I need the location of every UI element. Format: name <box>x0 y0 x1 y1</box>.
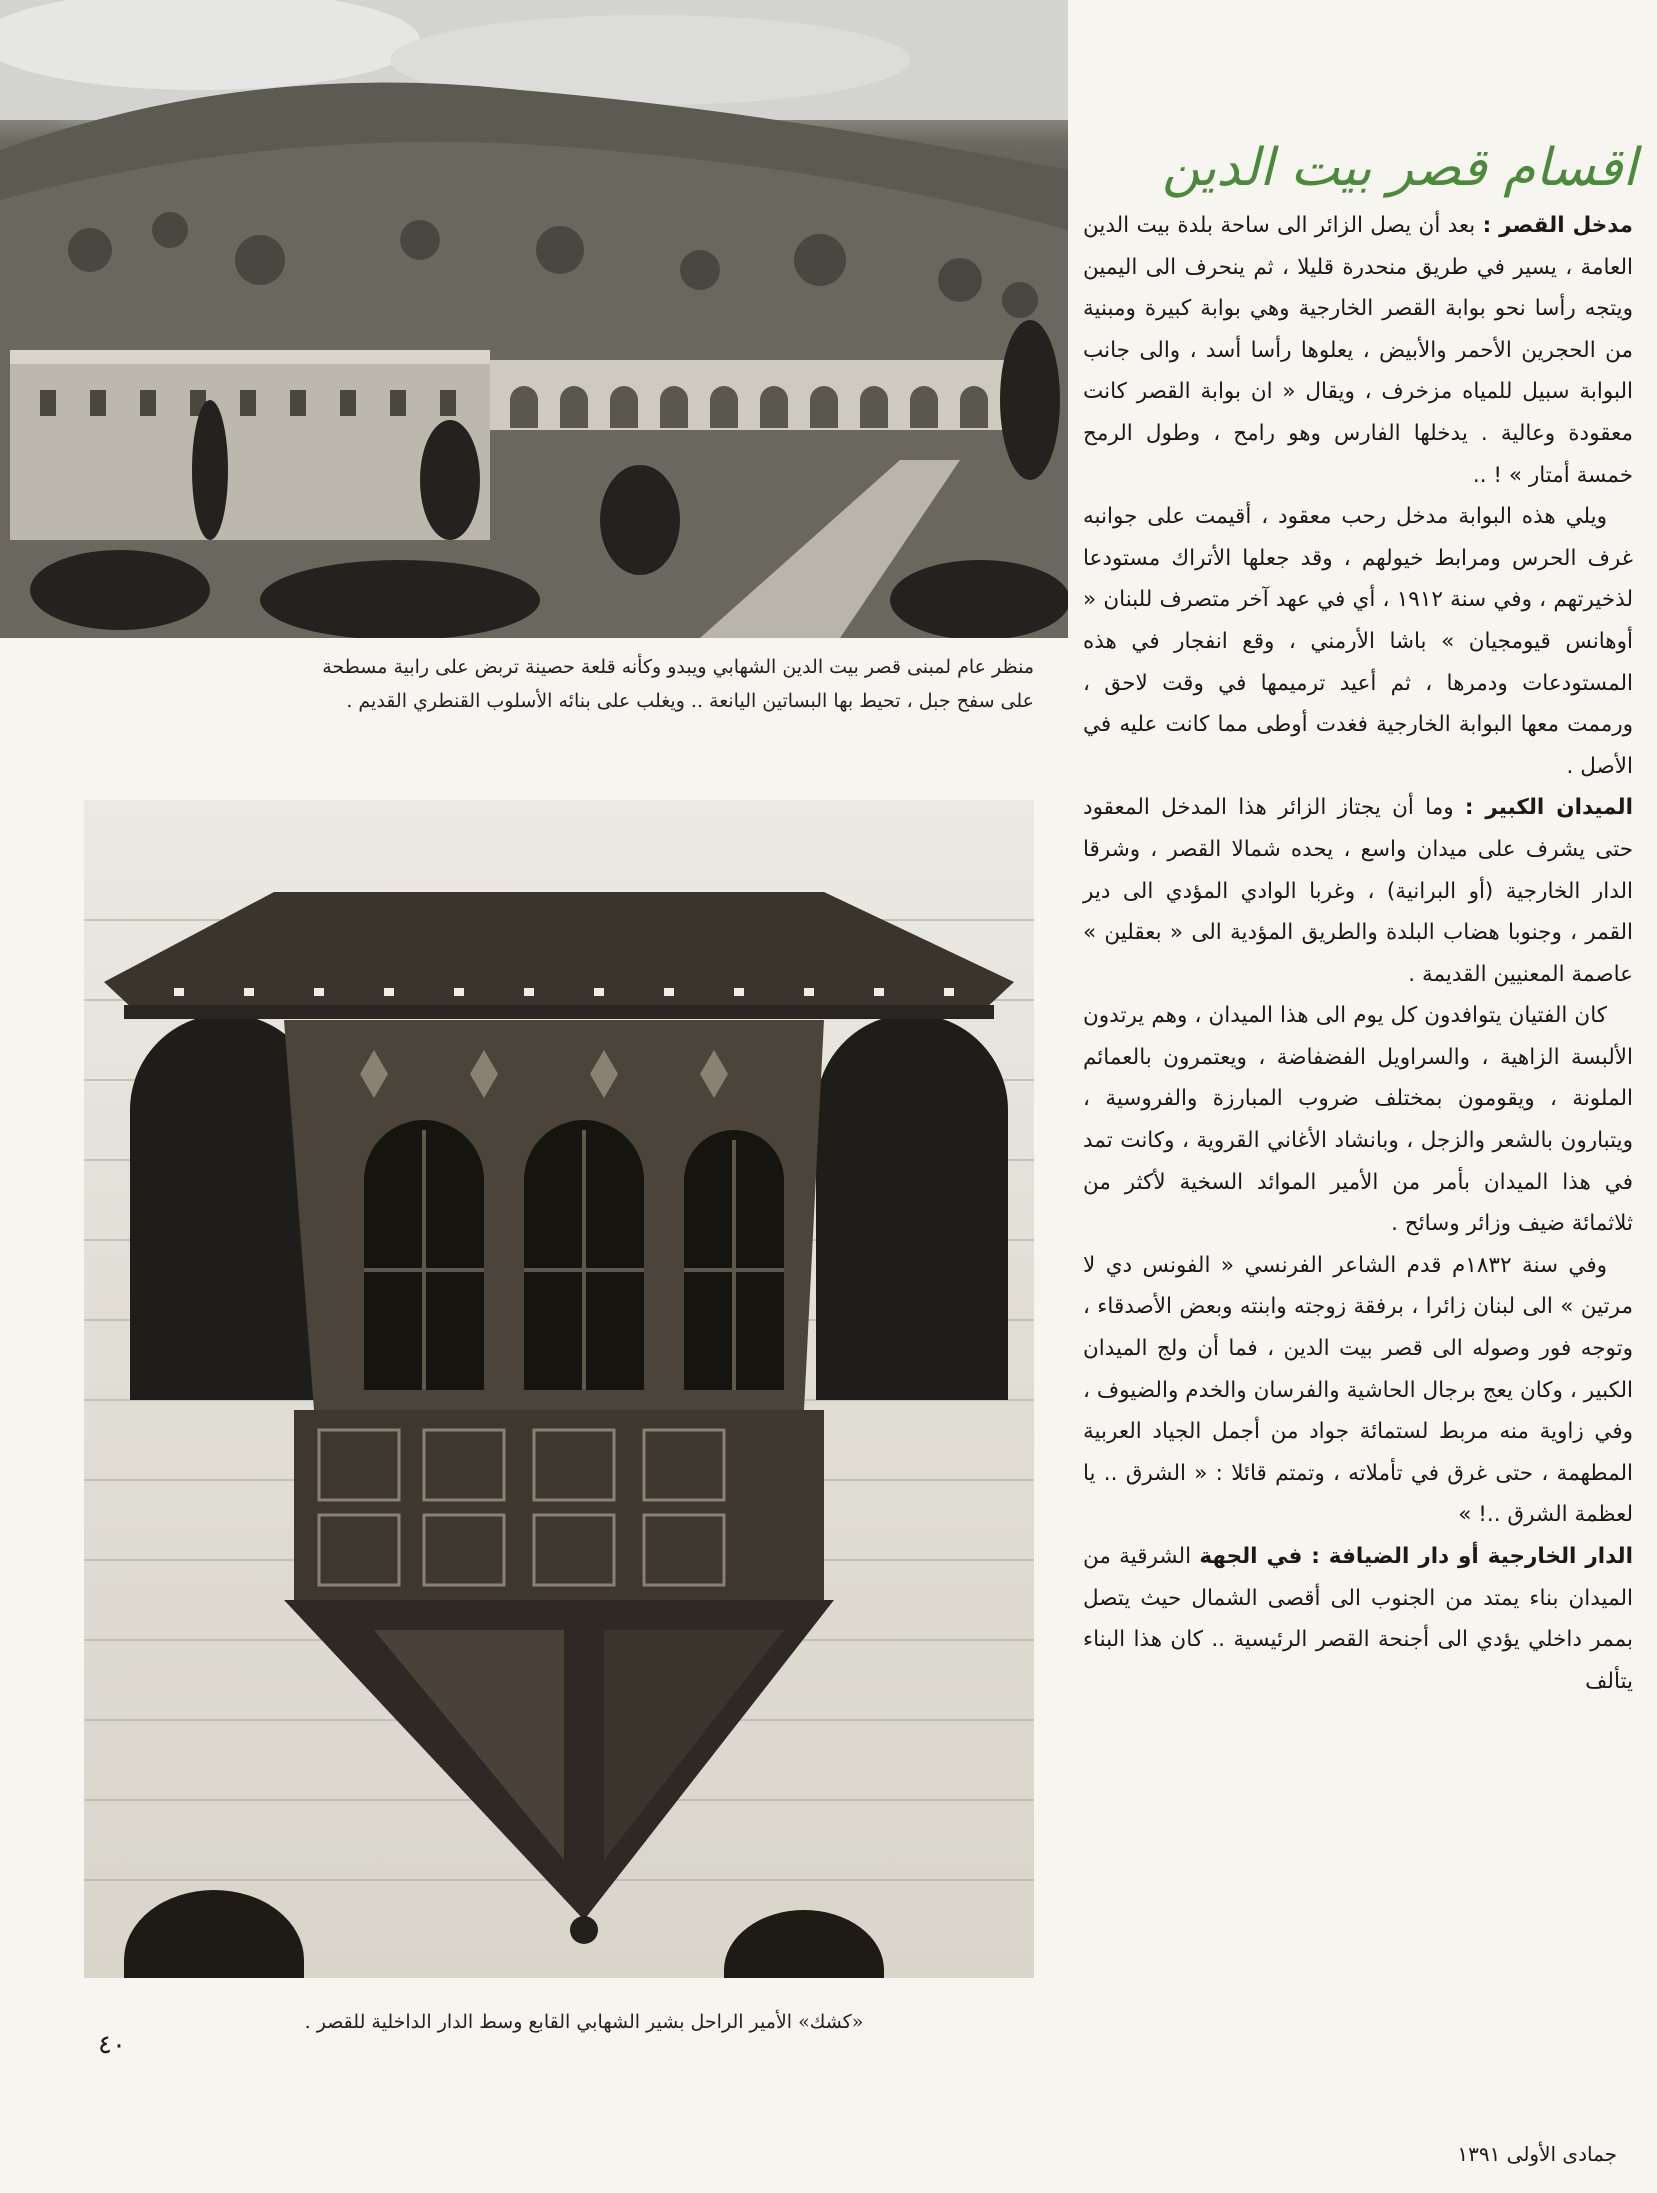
top-caption-line2: على سفح جبل ، تحيط بها البساتين اليانعة .. ويغلب على بنائه الأسلوب القنطري القديم . <box>346 690 1034 712</box>
photo-palace-landscape <box>0 0 1068 638</box>
heading-guest-house: الدار الخارجية أو دار الضيافة : في الجهة <box>1199 1544 1633 1569</box>
kiosk-drawing <box>84 800 1034 1978</box>
text-guest-house: الشرقية من الميدان بناء يمتد من الجنوب الى أقصى الشمال حيث يتصل بممر داخلي يؤدي الى أجنحة القصر الرئيسية .. كان هذا البناء يتألف <box>1083 1544 1633 1694</box>
paragraph-palace-entrance <box>1083 205 1633 496</box>
page-number: ٤٠ <box>98 2030 126 2060</box>
issue-date-footer: جمادى الأولى ١٣٩١ <box>1457 2142 1617 2166</box>
paragraph-guest-house <box>1083 1536 1633 1702</box>
heading-great-square: الميدان الكبير : <box>1464 795 1633 821</box>
top-photo-caption <box>94 650 1034 718</box>
top-caption-line1: منظر عام لمبنى قصر بيت الدين الشهابي ويبدو وكأنه قلعة حصينة تربض على رابية مسطحة <box>322 656 1034 678</box>
paragraph-gate-history: ويلي هذه البوابة مدخل رحب معقود ، أقيمت على جوانبه غرف الحرس ومرابط خيولهم ، وقد جعلها الأتراك مستودعا لذخيرتهم ، وفي سنة ١٩١٢ ، أي في عهد آخر متصرف للبنان « أوهانس قيومجيان » باشا الأرمني ، وقع انفجار في هذه المستودعات ودمرها ، ثم أعيد ترميمها في وقت لاحق ، ورممت معها البوابة الخارجية فغدت أوطى مما كانت عليه في الأصل . <box>1083 504 1633 779</box>
article-body <box>1083 205 1633 1702</box>
paragraph-great-square <box>1083 787 1633 995</box>
heading-palace-entrance: مدخل القصر : <box>1482 213 1633 238</box>
paragraph-lamartine: وفي سنة ١٨٣٢م قدم الشاعر الفرنسي « الفونس دي لا مرتين » الى لبنان زائرا ، برفقة زوجته وابنته وبعض الأصدقاء ، وتوجه فور وصوله الى قصر بيت الدين ، فما أن ولج الميدان الكبير ، وكان يعج برجال الحاشية والفرسان والخدم والضيوف ، وفي زاوية منه مربط لستمائة جواد من أجمل الجياد العربية المطهمة ، حتى غرق في تأملاته ، وتمتم قائلا : « الشرق .. يا لعظمة الشرق ..! » <box>1083 1252 1633 1528</box>
text-great-square: وما أن يجتاز الزائر هذا المدخل المعقود حتى يشرف على ميدان واسع ، يحده شمالا القصر ، وشرقا الدار الخارجية (أو البرانية) ، وغربا الوادي المؤدي الى دير القمر ، وجنوبا هضاب البلدة والطريق المؤدية الى « بعقلين » عاصمة المعنيين القديمة . <box>1083 795 1633 987</box>
bottom-photo-caption: «كشك» الأمير الراحل بشير الشهابي القابع وسط الدار الداخلية للقصر . <box>304 2011 864 2033</box>
article-title: اقسام قصر بيت الدين <box>1162 138 1637 198</box>
palace-landscape-drawing <box>0 0 1068 638</box>
text-palace-entrance: بعد أن يصل الزائر الى ساحة بلدة بيت الدين العامة ، يسير في طريق منحدرة قليلا ، ثم ينحرف الى اليمين ويتجه رأسا نحو بوابة القصر الخارجية وهي بوابة كبيرة ومبنية من الحجرين الأحمر والأبيض ، يعلوها رأسا أسد ، والى جانب البوابة سبيل للمياه مزخرف ، ويقال « ان بوابة القصر كانت معقودة وعالية . يدخلها الفارس وهو رامح ، وطول الرمح خمسة أمتار » ! .. <box>1083 213 1633 488</box>
photo-kiosk <box>84 800 1034 1978</box>
paragraph-youths: كان الفتيان يتوافدون كل يوم الى هذا الميدان ، وهم يرتدون الألبسة الزاهية ، والسراويل الفضفاضة ، ويعتمرون بالعمائم الملونة ، ويقومون بمختلف ضروب المبارزة والفروسية ، ويتبارون بالشعر والزجل ، وبانشاد الأغاني القروية ، وكانت تمد في هذا الميدان بأمر من الأمير الموائد السخية لأكثر من ثلاثمائة ضيف وزائر وسائح . <box>1083 1003 1633 1237</box>
